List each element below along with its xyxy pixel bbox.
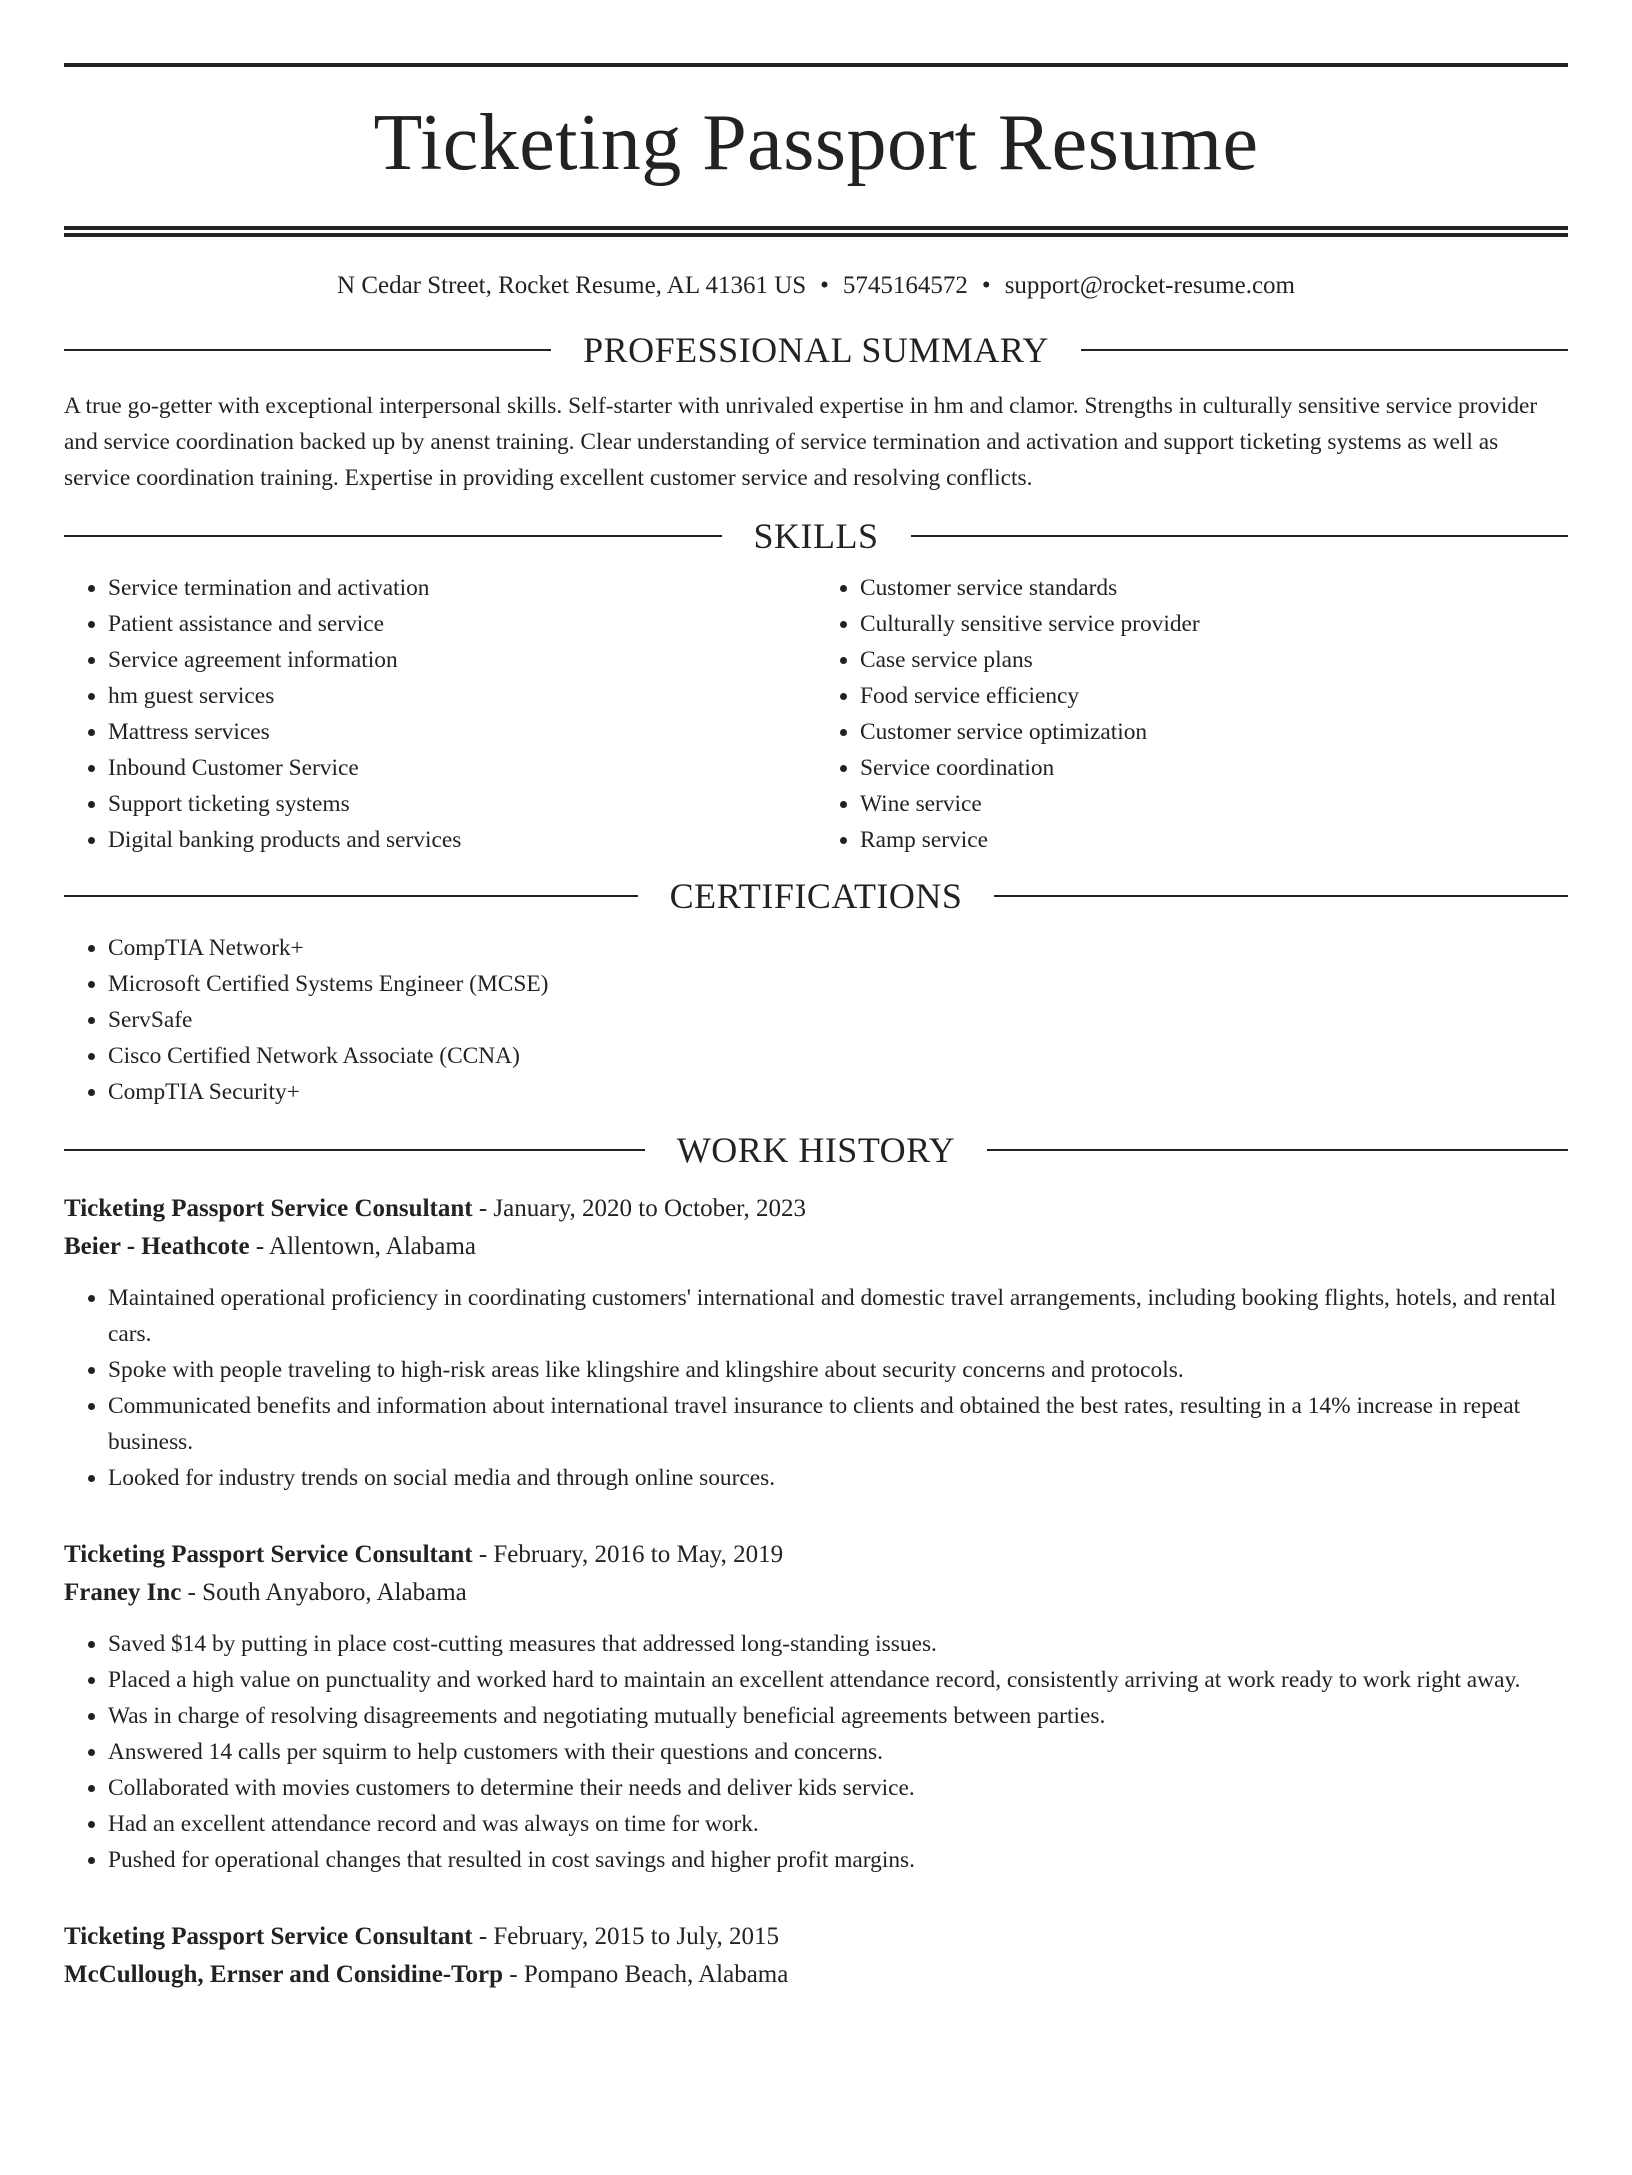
heading-rule [64, 895, 638, 897]
skills-left-list [64, 570, 816, 858]
job-company-line [64, 1228, 1568, 1266]
contact-email[interactable]: support@rocket-resume.com [1004, 272, 1295, 299]
skills-right-list [816, 570, 1568, 858]
job-bullet: • Pushed for operational changes that resulted in cost savings and higher profit margins. [108, 1842, 1568, 1878]
skill-item: • Inbound Customer Service [108, 750, 816, 786]
job-company: Franey Inc [64, 1579, 182, 1606]
skills-columns [64, 570, 1568, 858]
section-heading-label: WORK HISTORY [676, 1130, 956, 1170]
job-location: - Allentown, Alabama [249, 1233, 476, 1260]
skill-item: • Culturally sensitive service provider [860, 606, 1568, 642]
certification-item: • Cisco Certified Network Associate (CCNA) [108, 1038, 1568, 1074]
skill-item: • Service termination and activation [108, 570, 816, 606]
job-company-line [64, 1574, 1568, 1612]
skill-item: • Patient assistance and service [108, 606, 816, 642]
job-bullet: • Saved $14 by putting in place cost-cutting measures that addressed long-standing issues. [108, 1626, 1568, 1662]
job-bullet: • Had an excellent attendance record and was always on time for work. [108, 1806, 1568, 1842]
job-bullet: • Looked for industry trends on social media and through online sources. [108, 1460, 1568, 1496]
contact-separator: • [820, 272, 829, 299]
job-dates: - February, 2015 to July, 2015 [472, 1923, 780, 1950]
skill-item: • Case service plans [860, 642, 1568, 678]
job-bullet: • Communicated benefits and information about international travel insurance to clients and obtained the best rates, resulting in a 14% increase in repeat business. [108, 1388, 1568, 1460]
job-location: - Pompano Beach, Alabama [503, 1961, 789, 1988]
heading-rule [987, 1149, 1568, 1151]
section-heading-certifications [64, 870, 1568, 922]
skill-item: • Customer service optimization [860, 714, 1568, 750]
job-title: Ticketing Passport Service Consultant [64, 1923, 473, 1950]
contact-line [64, 270, 1568, 302]
job-title-line [64, 1190, 1568, 1228]
contact-separator: • [981, 272, 991, 299]
job-bullet: • Was in charge of resolving disagreements and negotiating mutually beneficial agreements between parties. [108, 1698, 1568, 1734]
certification-item: • CompTIA Network+ [108, 930, 1568, 966]
job-title: Ticketing Passport Service Consultant [64, 1541, 473, 1568]
skill-item: • Customer service standards [860, 570, 1568, 606]
job-bullet: • Placed a high value on punctuality and worked hard to maintain an excellent attendance record, consistently arriving at work ready to work right away. [108, 1662, 1568, 1698]
skill-item: • Wine service [860, 786, 1568, 822]
contact-phone[interactable]: 5745164572 [842, 272, 968, 299]
job-bullet: • Answered 14 calls per squirm to help customers with their questions and concerns. [108, 1734, 1568, 1770]
job-title: Ticketing Passport Service Consultant [64, 1195, 473, 1222]
summary-text: A true go-getter with exceptional interpersonal skills. Self-starter with unrivaled expertise in hm and clamor. Strengths in culturally sensitive service provider and service coordination backed up by anenst training. Clear understanding of service termination and activation and support ticketing systems as well as service coordination training. Expertise in providing excellent customer service and resolving conflicts. [64, 393, 1538, 491]
job-bullet: • Maintained operational proficiency in coordinating customers' international and domestic travel arrangements, including booking flights, hotels, and rental cars. [108, 1280, 1568, 1352]
heading-rule [64, 349, 551, 351]
heading-rule [1081, 349, 1568, 351]
job-title-line [64, 1536, 1568, 1574]
skill-item: • Support ticketing systems [108, 786, 816, 822]
skill-item: • Service agreement information [108, 642, 816, 678]
heading-rule [994, 895, 1568, 897]
heading-rule [911, 535, 1569, 537]
skill-item: • Ramp service [860, 822, 1568, 858]
job-location: - South Anyaboro, Alabama [181, 1579, 467, 1606]
certification-item: • ServSafe [108, 1002, 1568, 1038]
job-dates: - January, 2020 to October, 2023 [472, 1195, 806, 1222]
job-company: Beier - Heathcote [64, 1233, 250, 1260]
job-entry [64, 1918, 1568, 1994]
skill-item: • Mattress services [108, 714, 816, 750]
skill-item: • Service coordination [860, 750, 1568, 786]
heading-rule [64, 535, 722, 537]
resume-page [0, 63, 1632, 2175]
job-dates: - February, 2016 to May, 2019 [472, 1541, 784, 1568]
job-entry [64, 1536, 1568, 1878]
top-rule [64, 63, 1568, 67]
section-heading-label: PROFESSIONAL SUMMARY [583, 330, 1049, 370]
section-heading-label: SKILLS [753, 516, 879, 556]
job-bullet: • Collaborated with movies customers to determine their needs and deliver kids service. [108, 1770, 1568, 1806]
certification-item: • CompTIA Security+ [108, 1074, 1568, 1110]
skill-item: • Digital banking products and services [108, 822, 816, 858]
contact-address: N Cedar Street, Rocket Resume, AL 41361 US [337, 272, 807, 299]
section-heading-label: CERTIFICATIONS [669, 876, 963, 916]
skill-item: • Food service efficiency [860, 678, 1568, 714]
job-company: McCullough, Ernser and Considine-Torp [64, 1961, 503, 1988]
job-title-line [64, 1918, 1568, 1956]
section-heading-skills [64, 510, 1568, 562]
certifications-list [64, 930, 1568, 1110]
job-bullets [64, 1280, 1568, 1496]
job-company-line [64, 1956, 1568, 1994]
section-heading-work-history [64, 1124, 1568, 1176]
job-bullets [64, 1626, 1568, 1878]
skill-item: • hm guest services [108, 678, 816, 714]
section-heading-summary [64, 324, 1568, 376]
job-entry [64, 1190, 1568, 1496]
title-double-rule [64, 226, 1568, 237]
resume-title: Ticketing Passport Resume [373, 99, 1259, 187]
heading-rule [64, 1149, 645, 1151]
certification-item: • Microsoft Certified Systems Engineer (MCSE) [108, 966, 1568, 1002]
job-bullet: • Spoke with people traveling to high-risk areas like klingshire and klingshire about security concerns and protocols. [108, 1352, 1568, 1388]
